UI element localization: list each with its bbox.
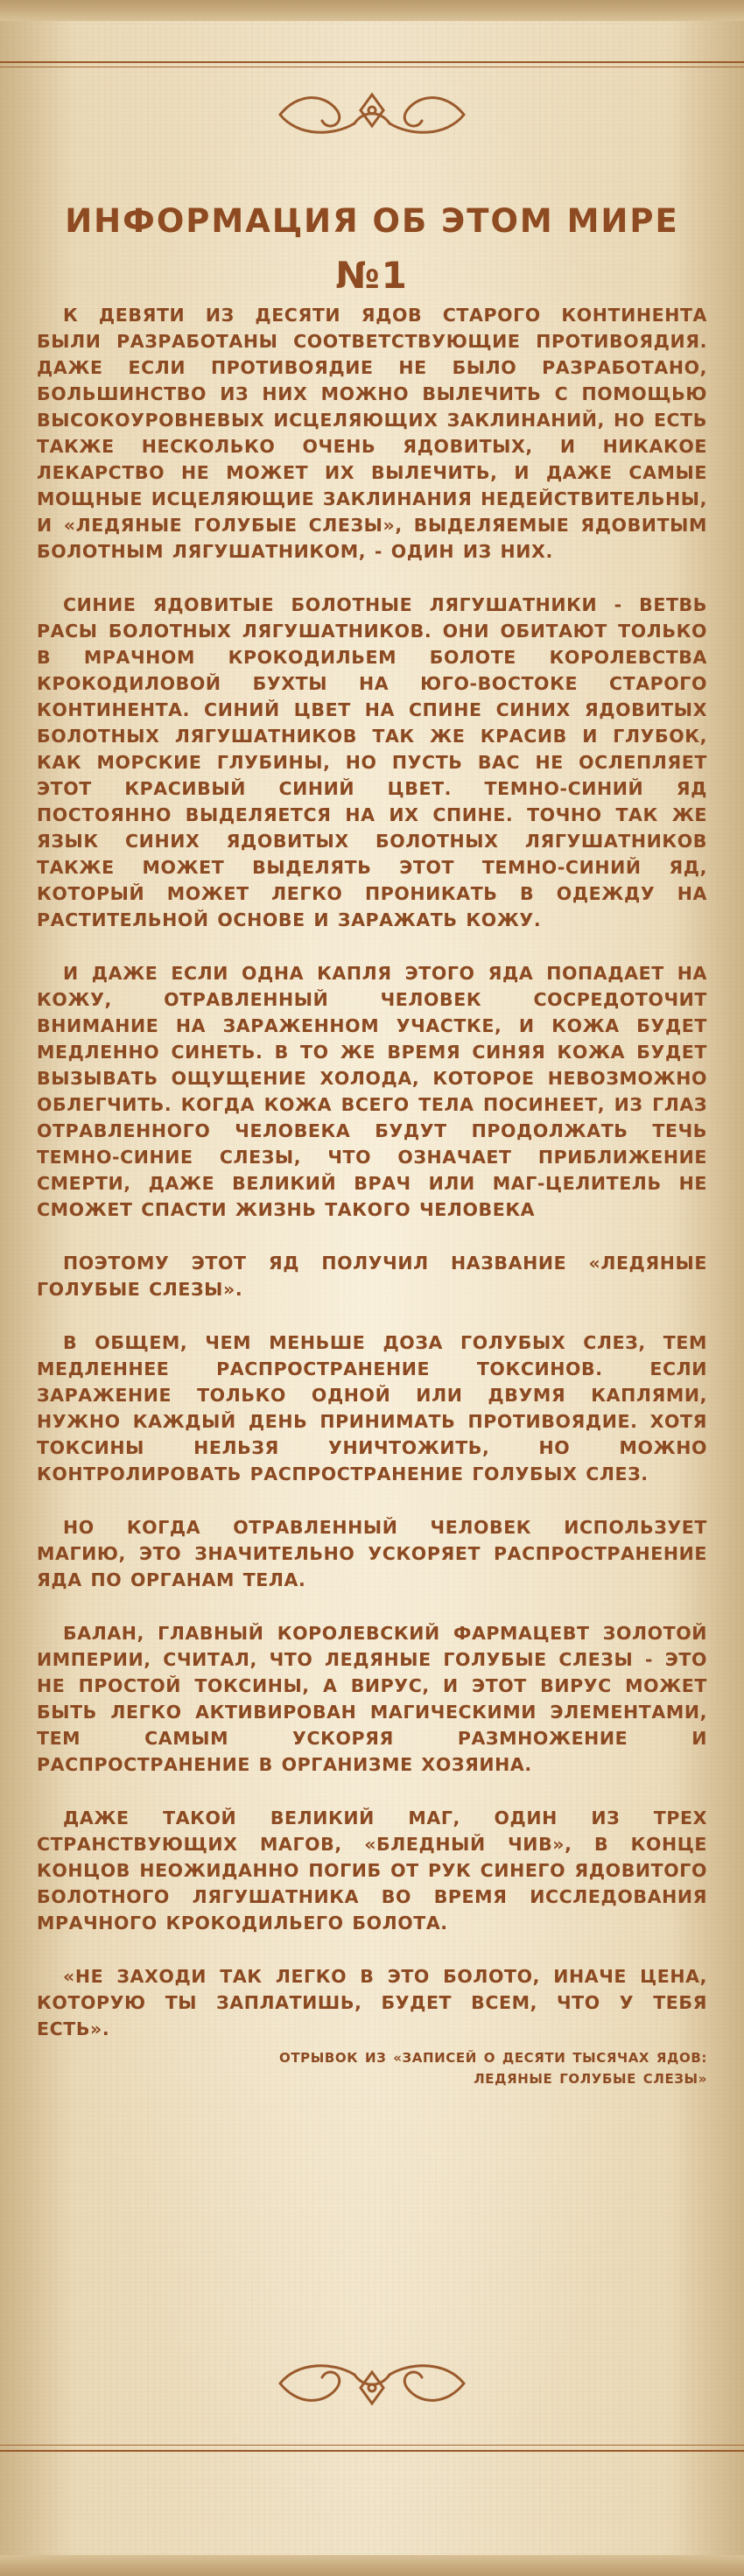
paragraph: К ДЕВЯТИ ИЗ ДЕСЯТИ ЯДОВ СТАРОГО КОНТИНЕНТА БЫЛИ РАЗРАБОТАНЫ СООТВЕТСТВУЮЩИЕ ПРОТИВОЯДИЯ. ДАЖЕ ЕСЛИ ПРОТИВОЯДИЕ НЕ БЫЛО РАЗРАБОТАНО, БОЛЬШИНСТВО ИЗ НИХ МОЖНО ВЫЛЕЧИТЬ С ПОМОЩЬЮ ВЫСОКОУРОВНЕВЫХ ИСЦЕЛЯЮЩИХ ЗАКЛИНАНИЙ, НО ЕСТЬ ТАКЖЕ НЕСКОЛЬКО ОЧЕНЬ ЯДОВИТЫХ, И НИКАКОЕ ЛЕКАРСТВО НЕ МОЖЕТ ИХ ВЫЛЕЧИТЬ, И ДАЖЕ САМЫЕ МОЩНЫЕ ИСЦЕЛЯЮЩИЕ ЗАКЛИНАНИЯ НЕДЕЙСТВИТЕЛЬНЫ, И «ЛЕДЯНЫЕ ГОЛУБЫЕ СЛЕЗЫ», ВЫДЕЛЯЕМЫЕ ЯДОВИТЫМ БОЛОТНЫМ ЛЯГУШАТНИКОМ, - ОДИН ИЗ НИХ. [37, 305, 707, 562]
paragraph: БАЛАН, ГЛАВНЫЙ КОРОЛЕВСКИЙ ФАРМАЦЕВТ ЗОЛОТОЙ ИМПЕРИИ, СЧИТАЛ, ЧТО ЛЕДЯНЫЕ ГОЛУБЫЕ СЛЕЗЫ - ЭТО НЕ ПРОСТОЙ ТОКСИНЫ, А ВИРУС, И ЭТОТ ВИРУС МОЖЕТ БЫТЬ ЛЕГКО АКТИВИРОВАН МАГИЧЕСКИМИ ЭЛЕМЕНТАМИ, ТЕМ САМЫМ УСКОРЯЯ РАЗМНОЖЕНИЕ И РАСПРОСТРАНЕНИЕ В ОРГАНИЗМЕ ХОЗЯИНА. [37, 1623, 707, 1775]
top-rule [0, 61, 744, 63]
top-edge-band [0, 0, 744, 21]
bottom-rule-thin [0, 2445, 744, 2446]
paragraph: НО КОГДА ОТРАВЛЕННЫЙ ЧЕЛОВЕК ИСПОЛЬЗУЕТ МАГИЮ, ЭТО ЗНАЧИТЕЛЬНО УСКОРЯЕТ РАСПРОСТРАНЕНИЕ ЯДА ПО ОРГАНАМ ТЕЛА. [37, 1517, 707, 1590]
article-body [37, 302, 707, 2089]
paragraph: ДАЖЕ ТАКОЙ ВЕЛИКИЙ МАГ, ОДИН ИЗ ТРЕХ СТРАНСТВУЮЩИХ МАГОВ, «БЛЕДНЫЙ ЧИВ», В КОНЦЕ КОНЦОВ НЕОЖИДАННО ПОГИБ ОТ РУК СИНЕГО ЯДОВИТОГО БОЛОТНОГО ЛЯГУШАТНИКА ВО ВРЕМЯ ИССЛЕДОВАНИЯ МРАЧНОГО КРОКОДИЛЬЕГО БОЛОТА. [37, 1807, 707, 1934]
scroll-ornament-top-icon [0, 84, 744, 145]
title-number: №1 [335, 254, 409, 297]
bottom-rule [0, 2450, 744, 2452]
paragraph: СИНИЕ ЯДОВИТЫЕ БОЛОТНЫЕ ЛЯГУШАТНИКИ - ВЕТВЬ РАСЫ БОЛОТНЫХ ЛЯГУШАТНИКОВ. ОНИ ОБИТАЮТ ТОЛЬКО В МРАЧНОМ КРОКОДИЛЬЕМ БОЛОТЕ КОРОЛЕВСТВА КРОКОДИЛОВОЙ БУХТЫ НА ЮГО-ВОСТОКЕ СТАРОГО КОНТИНЕНТА. СИНИЙ ЦВЕТ НА СПИНЕ СИНИХ ЯДОВИТЫХ БОЛОТНЫХ ЛЯГУШАТНИКОВ ТАК ЖЕ КРАСИВ И ГЛУБОК, КАК МОРСКИЕ ГЛУБИНЫ, НО ПУСТЬ ВАС НЕ ОСЛЕПЛЯЕТ ЭТОТ КРАСИВЫЙ СИНИЙ ЦВЕТ. ТЕМНО-СИНИЙ ЯД ПОСТОЯННО ВЫДЕЛЯЕТСЯ НА ИХ СПИНЕ. ТОЧНО ТАК ЖЕ ЯЗЫК СИНИХ ЯДОВИТЫХ БОЛОТНЫХ ЛЯГУШАТНИКОВ ТАКЖЕ МОЖЕТ ВЫДЕЛЯТЬ ЭТОТ ТЕМНО-СИНИЙ ЯД, КОТОРЫЙ МОЖЕТ ЛЕГКО ПРОНИКАТЬ В ОДЕЖДУ НА РАСТИТЕЛЬНОЙ ОСНОВЕ И ЗАРАЖАТЬ КОЖУ. [37, 594, 707, 930]
quote-paragraph: «НЕ ЗАХОДИ ТАК ЛЕГКО В ЭТО БОЛОТО, ИНАЧЕ ЦЕНА, КОТОРУЮ ТЫ ЗАПЛАТИШЬ, БУДЕТ ВСЕМ, ЧТО У ТЕБЯ ЕСТЬ». [37, 1966, 707, 2039]
paragraph: ПОЭТОМУ ЭТОТ ЯД ПОЛУЧИЛ НАЗВАНИЕ «ЛЕДЯНЫЕ ГОЛУБЫЕ СЛЕЗЫ». [37, 1253, 707, 1300]
title-line: ИНФОРМАЦИЯ ОБ ЭТОМ МИРЕ [65, 202, 679, 240]
paragraph: В ОБЩЕМ, ЧЕМ МЕНЬШЕ ДОЗА ГОЛУБЫХ СЛЕЗ, ТЕМ МЕДЛЕННЕЕ РАСПРОСТРАНЕНИЕ ТОКСИНОВ. ЕСЛИ ЗАРАЖЕНИЕ ТОЛЬКО ОДНОЙ ИЛИ ДВУМЯ КАПЛЯМИ, НУЖНО КАЖДЫЙ ДЕНЬ ПРИНИМАТЬ ПРОТИВОЯДИЕ. ХОТЯ ТОКСИНЫ НЕЛЬЗЯ УНИЧТОЖИТЬ, НО МОЖНО КОНТРОЛИРОВАТЬ РАСПРОСТРАНЕНИЕ ГОЛУБЫХ СЛЕЗ. [37, 1332, 707, 1485]
page-title [0, 200, 744, 299]
paragraph: И ДАЖЕ ЕСЛИ ОДНА КАПЛЯ ЭТОГО ЯДА ПОПАДАЕТ НА КОЖУ, ОТРАВЛЕННЫЙ ЧЕЛОВЕК СОСРЕДОТОЧИТ ВНИМАНИЕ НА ЗАРАЖЕННОМ УЧАСТКЕ, И КОЖА БУДЕТ МЕДЛЕННО СИНЕТЬ. В ТО ЖЕ ВРЕМЯ СИНЯЯ КОЖА БУДЕТ ВЫЗЫВАТЬ ОЩУЩЕНИЕ ХОЛОДА, КОТОРОЕ НЕВОЗМОЖНО ОБЛЕГЧИТЬ. КОГДА КОЖА ВСЕГО ТЕЛА ПОСИНЕЕТ, ИЗ ГЛАЗ ОТРАВЛЕННОГО ЧЕЛОВЕКА БУДУТ ПРОДОЛЖАТЬ ТЕЧЬ ТЕМНО-СИНИЕ СЛЕЗЫ, ЧТО ОЗНАЧАЕТ ПРИБЛИЖЕНИЕ СМЕРТИ, ДАЖЕ ВЕЛИКИЙ ВРАЧ ИЛИ МАГ-ЦЕЛИТЕЛЬ НЕ СМОЖЕТ СПАСТИ ЖИЗНЬ ТАКОГО ЧЕЛОВЕКА [37, 963, 707, 1220]
scroll-ornament-bottom-icon [0, 2353, 744, 2414]
source-attribution: ОТРЫВОК ИЗ «ЗАПИСЕЙ О ДЕСЯТИ ТЫСЯЧАХ ЯДОВ: ЛЕДЯНЫЕ ГОЛУБЫЕ СЛЕЗЫ» [278, 2050, 707, 2087]
bottom-edge-band [0, 2555, 744, 2576]
